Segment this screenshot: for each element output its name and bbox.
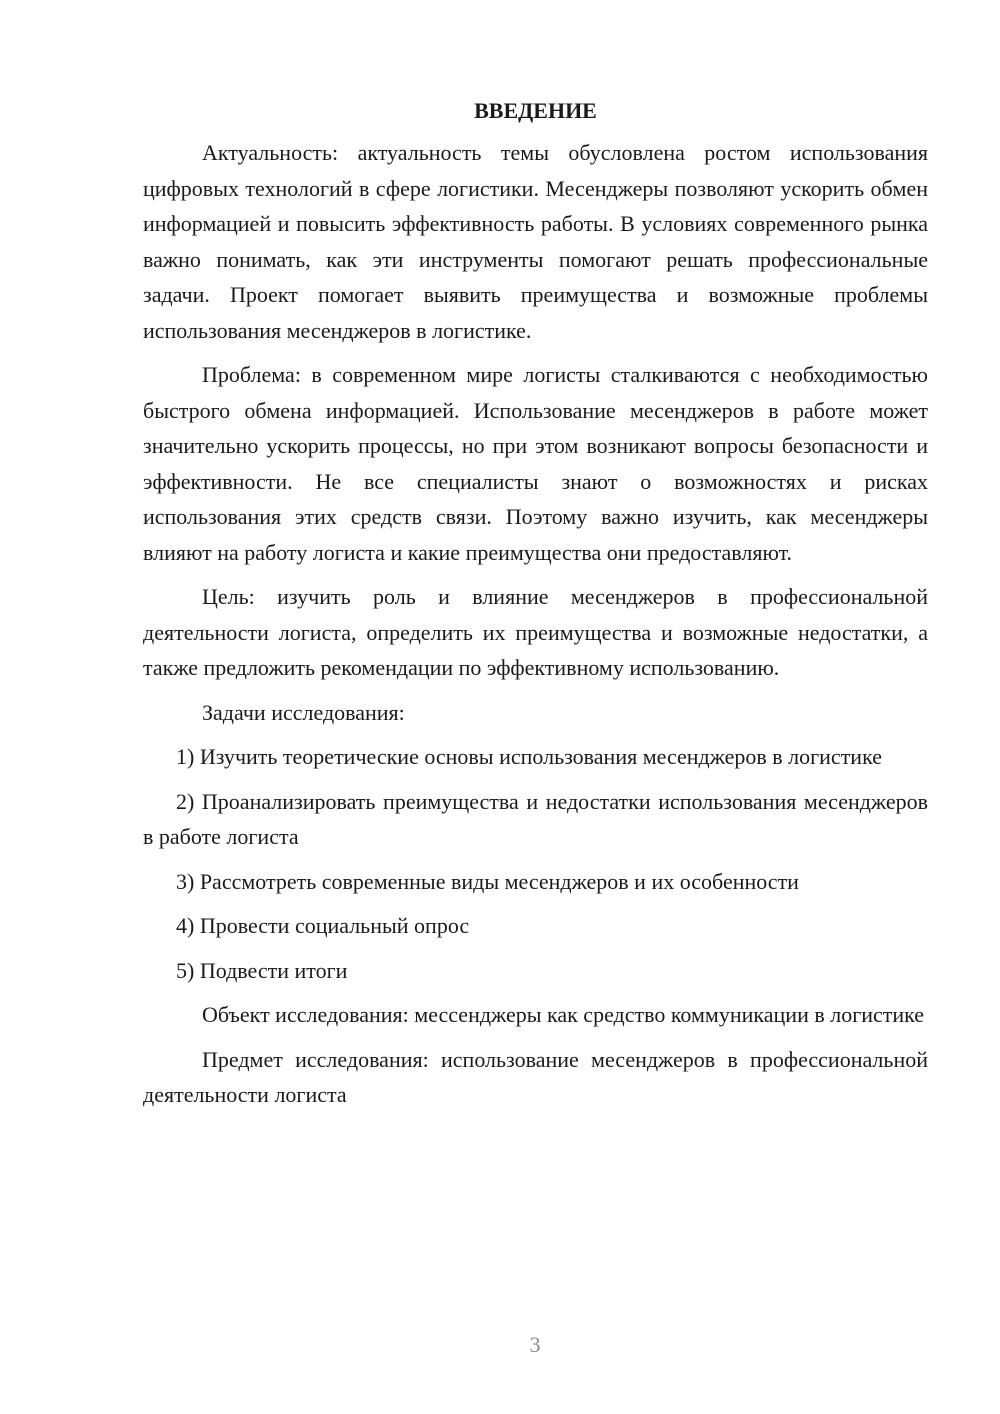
task-item-3: 3) Рассмотреть современные виды месенджеров и их особенности xyxy=(176,868,799,894)
task-item-1: 1) Изучить теоретические основы использования месенджеров в логистике xyxy=(176,744,882,769)
task-item-2: 2) Проанализировать преимущества и недостатки использования месенджеров в работе логиста xyxy=(143,788,928,849)
problem-paragraph: Проблема: в современном мире логисты сталкиваются с необходимостью быстрого обмена информацией. Использование месенджеров в работе может значительно ускорить процессы, но при этом возникают вопросы безопасности и эффективности. Не все специалисты знают о возможностях и рисках использования этих средств связи. Поэтому важно изучить, как месенджеры влияют на работу логиста и какие преимущества они предоставляют. xyxy=(143,362,928,565)
task-item-5: 5) Подвести итоги xyxy=(176,957,348,983)
task-item-4: 4) Провести социальный опрос xyxy=(176,913,470,938)
goal-paragraph: Цель: изучить роль и влияние месенджеров в профессиональной деятельности логиста, определить их преимущества и возможные недостатки, а также предложить рекомендации по эффективному использованию. xyxy=(143,584,928,680)
page-content xyxy=(143,93,928,1122)
page-title: ВВЕДЕНИЕ xyxy=(474,98,597,123)
tasks-heading: Задачи исследования: xyxy=(202,699,405,725)
subject-paragraph: Предмет исследования: использование месенджеров в профессиональной деятельности логиста xyxy=(143,1046,928,1107)
page-number: 3 xyxy=(529,1332,541,1357)
relevance-paragraph: Актуальность: актуальность темы обусловлена ростом использования цифровых технологий в сфере логистики. Месенджеры позволяют ускорить обмен информацией и повысить эффективность работы. В условиях современного рынка важно понимать, как эти инструменты помогают решать профессиональные задачи. Проект помогает выявить преимущества и возможные проблемы использования месенджеров в логистике. xyxy=(143,140,928,343)
object-paragraph: Объект исследования: мессенджеры как средство коммуникации в логистике xyxy=(202,1002,925,1027)
